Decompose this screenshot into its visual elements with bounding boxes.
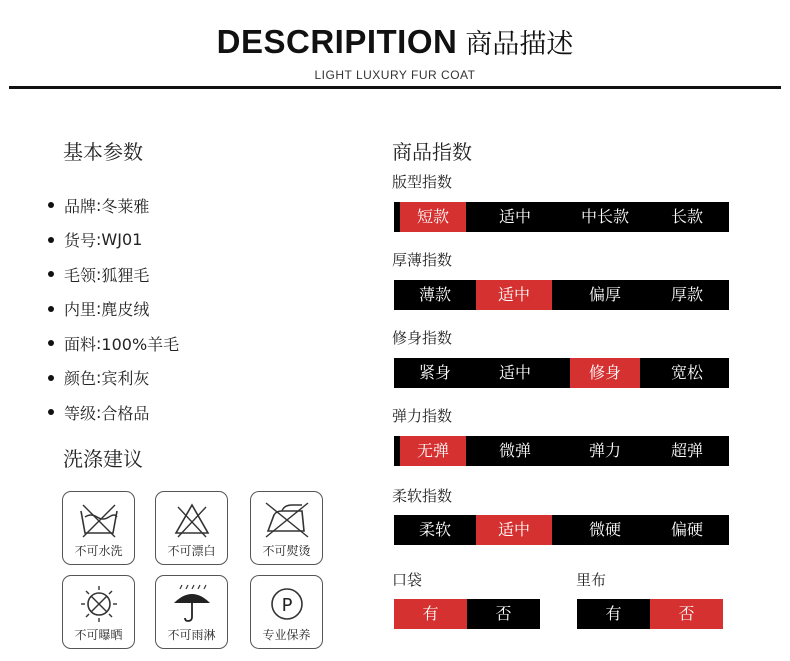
pocket-bar: [394, 599, 540, 629]
care-card-professional-care: [250, 575, 323, 649]
param-label: 毛领: [64, 265, 97, 285]
no-sun-icon: [77, 583, 121, 625]
no-iron-icon: [262, 499, 312, 541]
lining-bar: [577, 599, 723, 629]
care-card-no-sun: [62, 575, 135, 649]
index-bar-thickness: [394, 280, 729, 310]
pocket-option: 有: [394, 599, 467, 629]
no-wash-icon: [77, 499, 121, 541]
param-label: 等级: [64, 403, 97, 423]
index-bar-slim: [394, 358, 729, 388]
bullet-icon: [48, 340, 54, 346]
param-value: 宾利灰: [101, 369, 150, 389]
index-option: 适中: [476, 280, 552, 310]
index-option: 无弹: [400, 436, 466, 466]
bullet-icon: [48, 306, 54, 312]
index-option: 微弹: [498, 441, 531, 460]
bullet-icon: [48, 202, 54, 208]
svg-text:P: P: [281, 595, 293, 616]
index-option: 长款: [670, 207, 703, 226]
header: [0, 22, 790, 61]
param-label: 品牌: [64, 196, 97, 216]
param-value: 100%羊毛: [101, 334, 180, 354]
param-item: 毛领 : 狐狸毛: [48, 257, 179, 292]
index-option: 薄款: [418, 285, 451, 304]
param-item: 品牌 : 冬莱雅: [48, 188, 179, 223]
lining-option: 有: [577, 599, 650, 629]
index-option: 宽松: [670, 363, 703, 382]
care-card-no-rain: [155, 575, 228, 649]
care-card-no-bleach: [155, 491, 228, 565]
care-label: 不可雨淋: [167, 628, 216, 642]
no-rain-icon: [170, 583, 214, 625]
index-option: 厚款: [670, 285, 703, 304]
pocket-label: 口袋: [392, 571, 423, 589]
bullet-icon: [48, 237, 54, 243]
care-label: 专业保养: [262, 628, 311, 642]
bullet-icon: [48, 375, 54, 381]
index-label-fit: 版型指数: [392, 173, 453, 191]
index-bar-softness: [394, 515, 729, 545]
param-value: 合格品: [101, 403, 150, 423]
title-chinese: 商品描述: [465, 29, 574, 60]
param-item: 面料 : 100%羊毛: [48, 326, 179, 361]
index-label-softness: 柔软指数: [392, 487, 453, 505]
pocket-option: 否: [467, 599, 540, 629]
index-option: 柔软: [418, 520, 451, 539]
care-label: 不可漂白: [167, 544, 216, 558]
index-bar-elasticity: [394, 436, 729, 466]
index-option: 超弹: [670, 441, 703, 460]
title-english: DESCRIPITION: [216, 23, 458, 60]
param-value: WJ01: [101, 230, 143, 250]
index-option: 紧身: [418, 363, 451, 382]
index-option: 微硬: [588, 520, 621, 539]
care-card-no-iron: [250, 491, 323, 565]
basic-params-title: 基本参数: [63, 140, 143, 164]
param-value: 冬莱雅: [101, 196, 150, 216]
bullet-icon: [48, 409, 54, 415]
care-label: 不可曝晒: [74, 628, 123, 642]
lining-label: 里布: [576, 571, 607, 589]
index-label-elasticity: 弹力指数: [392, 407, 453, 425]
index-option: 适中: [498, 207, 531, 226]
subtitle: LIGHT LUXURY FUR COAT: [314, 68, 476, 82]
professional-care-icon: [265, 583, 309, 625]
index-option: 偏厚: [588, 285, 621, 304]
bullet-icon: [48, 271, 54, 277]
index-label-slim: 修身指数: [392, 329, 453, 347]
param-label: 颜色: [64, 369, 97, 389]
care-label: 不可熨烫: [262, 544, 311, 558]
param-label: 面料: [64, 334, 97, 354]
indices-title: 商品指数: [392, 140, 472, 164]
index-option: 修身: [570, 358, 640, 388]
index-option: 中长款: [580, 207, 629, 226]
param-item: 内里 : 麂皮绒: [48, 292, 179, 327]
param-label: 内里: [64, 300, 97, 320]
param-value: 狐狸毛: [101, 265, 150, 285]
param-item: 货号 : WJ01: [48, 223, 179, 258]
no-bleach-icon: [170, 499, 214, 541]
care-card-no-wash: [62, 491, 135, 565]
index-label-thickness: 厚薄指数: [392, 251, 453, 269]
param-item: 等级 : 合格品: [48, 395, 179, 430]
param-value: 麂皮绒: [101, 300, 150, 320]
index-option: 偏硬: [670, 520, 703, 539]
index-option: 短款: [400, 202, 466, 232]
param-label: 货号: [64, 231, 97, 251]
basic-params-list: [48, 188, 179, 430]
index-option: 弹力: [588, 441, 621, 460]
index-option: 适中: [498, 363, 531, 382]
care-label: 不可水洗: [74, 544, 123, 558]
header-divider: [9, 86, 781, 89]
index-option: 适中: [476, 515, 552, 545]
index-bar-fit: [394, 202, 729, 232]
lining-option: 否: [650, 599, 723, 629]
care-title: 洗涤建议: [63, 447, 143, 471]
param-item: 颜色 : 宾利灰: [48, 361, 179, 396]
